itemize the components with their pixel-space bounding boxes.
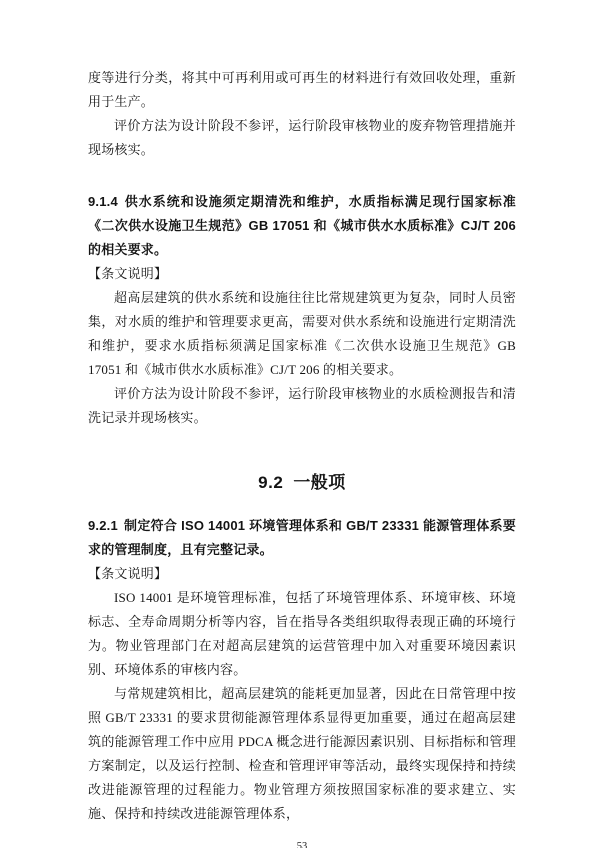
section-heading-9-2 bbox=[88, 470, 516, 496]
paragraph-water-system-explanation: 超高层建筑的供水系统和设施往往比常规建筑更为复杂，同时人员密集，对水质的维护和管理要求更高，需要对供水系统和设施进行定期清洗和维护，要求水质指标须满足国家标准《二次供水设施卫生规范》GB 17051 和《城市供水水质标准》CJ/T 206 的相关要求。 bbox=[88, 290, 516, 377]
clause-number: 9.1.4 bbox=[88, 194, 118, 209]
explanation-label: 【条文说明】 bbox=[88, 566, 168, 581]
paragraph-evaluation-method-water: 评价方法为设计阶段不参评，运行阶段审核物业的水质检测报告和清洗记录并现场核实。 bbox=[88, 386, 516, 425]
section-title: 一般项 bbox=[293, 473, 346, 492]
clause-text: 制定符合 ISO 14001 环境管理体系和 GB/T 23331 能源管理体系要求的管理制度，且有完整记录。 bbox=[88, 518, 516, 557]
clause-number: 9.2.1 bbox=[88, 518, 118, 533]
clause-text: 供水系统和设施须定期清洗和维护，水质指标满足现行国家标准《二次供水设施卫生规范》GB 17051 和《城市供水水质标准》CJ/T 206 的相关要求。 bbox=[88, 194, 516, 257]
paragraph-energy-management-explanation: 与常规建筑相比，超高层建筑的能耗更加显著，因此在日常管理中按照 GB/T 23331 的要求贯彻能源管理体系显得更加重要，通过在超高层建筑的能源管理工作中应用 PDCA 概念进行能源因素识别、目标指标和管理方案制定，以及运行控制、检查和管理评审等活动，最终实现保持和持续改进能源管理的过程能力。物业管理方须按照国家标准的要求建立、实施、保持和持续改进能源管理体系， bbox=[88, 686, 516, 821]
clause-heading-9-2-1 bbox=[88, 514, 516, 562]
page-number: 53 bbox=[296, 841, 308, 848]
paragraph-continuation: 度等进行分类，将其中可再利用或可再生的材料进行有效回收处理，重新用于生产。 bbox=[88, 70, 516, 109]
section-number: 9.2 bbox=[258, 473, 284, 492]
clause-heading-9-1-4 bbox=[88, 190, 516, 262]
paragraph-evaluation-method-waste: 评价方法为设计阶段不参评，运行阶段审核物业的废弃物管理措施并现场核实。 bbox=[88, 118, 516, 157]
explanation-label: 【条文说明】 bbox=[88, 266, 168, 281]
paragraph-iso14001-explanation: ISO 14001 是环境管理标准，包括了环境管理体系、环境审核、环境标志、全寿命周期分析等内容，旨在指导各类组织取得表现正确的环境行为。物业管理部门在对超高层建筑的运营管理中加入对重要环境因素识别、环境体系的审核内容。 bbox=[88, 590, 516, 677]
